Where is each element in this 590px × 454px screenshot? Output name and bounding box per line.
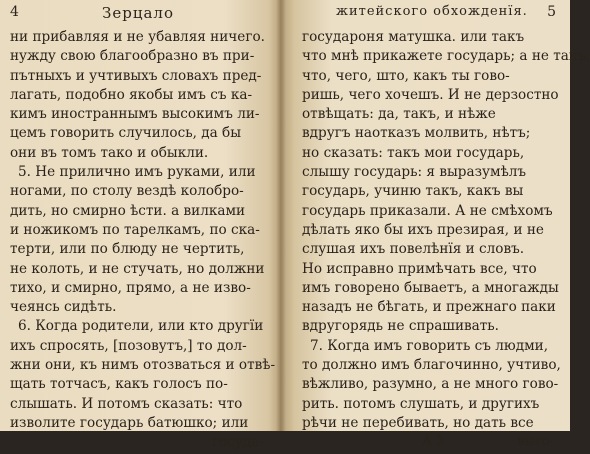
text-line: что, чего, што, какъ ты гово- xyxy=(302,67,510,84)
left-page xyxy=(0,0,280,451)
text-line: щать тотчасъ, какъ голосъ по- xyxy=(10,376,228,393)
text-line: дить, но смирно ѣсти. а вилками xyxy=(10,202,246,219)
left-page-body xyxy=(10,28,276,453)
text-line: что мнѣ прикажете государь; а не такъ, xyxy=(302,48,590,65)
text-line: терти, или по блюду не чертить, xyxy=(10,241,245,258)
text-line: и ножикомъ по тарелкамъ, по ска- xyxy=(10,221,260,238)
text-line: цемъ говорить случилось, да бы xyxy=(10,125,242,142)
text-line: тихо, и смирно, прямо, а не изво- xyxy=(10,279,251,296)
text-line: чеянсь сидѣть. xyxy=(10,299,117,316)
right-running-head: житейского обхожденїя. xyxy=(336,4,528,19)
text-line: слышать. И потомъ сказать: что xyxy=(10,395,243,412)
text-line: Но исправно примѣчать все, что xyxy=(302,260,537,277)
text-line: кимъ иностраннымъ высокимъ ли- xyxy=(10,106,260,123)
left-running-head: Зерцало xyxy=(102,4,174,22)
text-line: имъ говорено бываетъ, а многажды xyxy=(302,279,559,296)
text-line: вѣжливо, разумно, а не много гово- xyxy=(302,376,559,393)
text-line: пътныхъ и учтивыхъ словахъ пред- xyxy=(10,67,262,84)
text-line: назадъ не бѣгать, и прежнаго паки xyxy=(302,299,556,316)
paragraph-5-start: 5. Не прилично имъ руками, или xyxy=(18,164,256,181)
catchword: выго- xyxy=(517,434,554,450)
text-line: лагать, подобно якобы имъ съ ка- xyxy=(10,86,253,103)
text-line: государь, учиню такъ, какъ вы xyxy=(302,183,524,200)
right-page-number: 5 xyxy=(547,4,556,20)
text-line: они въ томъ тако и обыкли. xyxy=(10,144,209,161)
text-line: ногами, по столу вездѣ колобро- xyxy=(10,183,244,200)
text-line: рить. потомъ слушать, и другихъ xyxy=(302,395,540,412)
text-line: рѣчи не перебивать, но дать все xyxy=(302,414,534,431)
text-line: не колоть, и не стучать, но должни xyxy=(10,260,265,277)
text-line: но сказать: такъ мои государь, xyxy=(302,144,525,161)
right-page xyxy=(280,0,590,450)
right-page-header xyxy=(302,4,560,24)
text-line: ихъ спросять, [позовутъ,] то дол- xyxy=(10,337,247,354)
paragraph-7-start: 7. Когда имъ говорить съ людми, xyxy=(310,337,549,354)
text-line: ни прибавляя и не убавляя ничего. xyxy=(10,29,265,45)
text-line: слушая ихъ повелѣнїя и словъ. xyxy=(302,241,525,258)
text-line: государоня матушка. или такъ xyxy=(302,29,525,45)
text-line: жни они, къ нимъ отозваться и отвѣ- xyxy=(10,357,276,374)
right-page-footer xyxy=(302,434,560,454)
text-line: отвѣщать: да, такъ, и нѣже xyxy=(302,106,496,123)
text-line: вдругъ наотказъ молвить, нѣтъ; xyxy=(302,125,531,142)
text-line: госуда- xyxy=(212,434,264,451)
left-page-number: 4 xyxy=(10,4,19,20)
text-line: то должно имъ благочинно, учтиво, xyxy=(302,357,561,374)
text-line: слышу государь: я выразумѣлъ xyxy=(302,164,527,181)
text-line: вдругорядь не спрашивать. xyxy=(302,318,500,335)
text-line: государь приказали. А не смѣхомъ xyxy=(302,202,553,219)
signature-mark: А 3 xyxy=(422,434,445,450)
left-page-header xyxy=(10,4,270,24)
text-line: изволите государь батюшко; или xyxy=(10,414,249,431)
text-line: дѣлать яко бы ихъ презирая, и не xyxy=(302,221,544,238)
text-line: нужду свою благообразно въ при- xyxy=(10,48,255,65)
paragraph-6-start: 6. Когда родители, или кто другїи xyxy=(18,318,264,335)
text-line: ришь, чего хочешъ. И не дерзостно xyxy=(302,86,559,103)
right-page-body xyxy=(302,28,590,433)
